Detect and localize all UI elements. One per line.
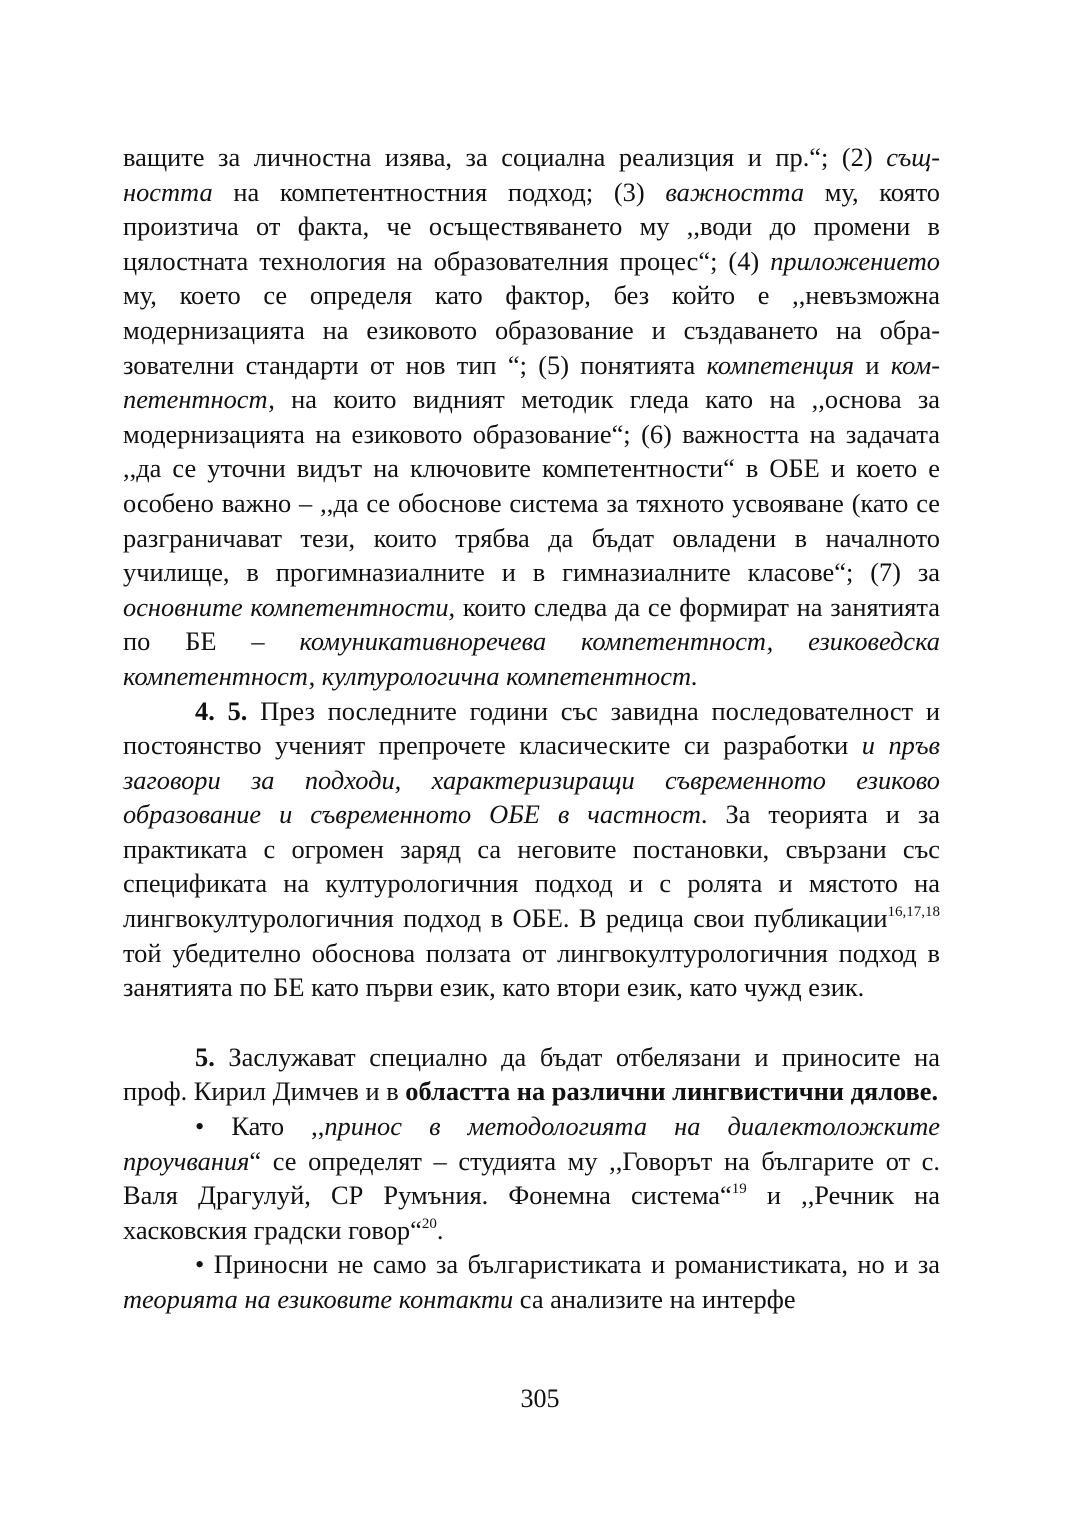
paragraph-continued: ващите за личностна изява, за социална реализция и пр.“; (2) същността на компетентностния подход; (3) важността му, която произтича от факта, че осъществяването му ,,води до промени в цялостната технология на образователния процес“; (4) приложението му, което се определя като фактор, без който е ,,невъзможна модернизацията на езиковото образование и създаването на образователни стандарти от нов тип “; (5) понятията компетенция и компетентност, на които видният методик гледа като на ,,основа за модернизацията на езиковото образование“; (6) важността на задачата ,,да се уточни видът на ключовите компетентности“ в ОБЕ и което е особено важно – ,,да се обоснове система за тяхното усвояване (като се разграничават тези, които трябва да бъдат овладени в началното училище, в прогимназиалните и в гимназиалните класове“; (7) за основните компетентности, които следва да се формират на занятията по БЕ – комуникативноречева компетентност, езиковедска компетентност, културологична компетентност. [123, 142, 940, 691]
bullet-icon: • [195, 1111, 205, 1142]
bullet-icon: • [195, 1249, 205, 1280]
footnote-ref: 19 [731, 1181, 747, 1198]
bullet-paragraph: • Приносни не само за българистиката и романистиката, но и за теорията на езиковите контакти са анализите на интерфе [123, 1249, 940, 1314]
bullet-paragraph: • Като ,,принос в методологията на диалектоложките проучвания“ се определят – студията му ,,Говорът на българите от с. Валя Драгулуй, СР Румъния. Фонемна система“$^{19}$ и ,,Речник на хасковския градски говор“$^{20}$. [123, 1111, 940, 1245]
footnote-ref: 20 [421, 1215, 437, 1232]
paragraph-gap [123, 1005, 940, 1040]
footnote-ref: 16,17,18 [887, 904, 940, 921]
body-text [123, 140, 940, 1317]
paragraph-5: 5. Заслужават специално да бъдат отбелязани и приносите на проф. Кирил Димчев и в областта на различни лингвистични дялове. [123, 1041, 940, 1107]
page-number: 305 [520, 1384, 560, 1413]
paragraph-4-5: 4. 5. През последните години със завидна последователност и постоянство ученият препрочете класическите си разработки и пръв заговори за подходи, характеризиращи съвременното езиково образование и съвременното ОБЕ в частност. За теорията и за практиката с огромен заряд са неговите постановки, свързани със спецификата на културологичния подход и с ролята и мястото на лингвокултурологичния подход в ОБЕ. В редица свои публикации$^{16,17,18}$ той убедително обоснова ползата от лингвокултурологичния подход в занятията по БЕ като първи език, като втори език, като чужд език. [123, 695, 941, 1003]
